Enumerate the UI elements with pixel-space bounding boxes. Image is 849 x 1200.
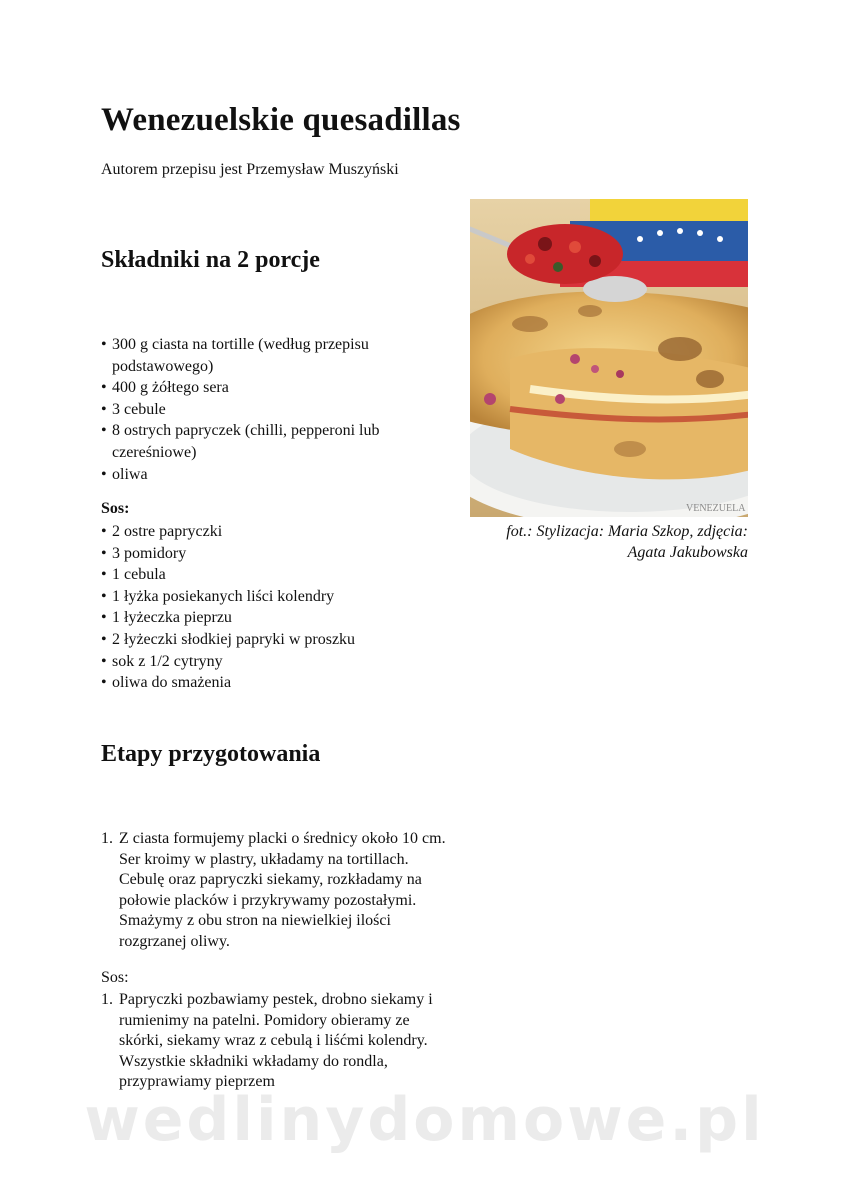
recipe-title: Wenezuelskie quesadillas [101,102,461,138]
list-item: • sok z 1/2 cytryny [101,652,223,670]
list-item: • 300 g ciasta na tortille (według przepisu podstawowego) [101,336,369,375]
ingredients-list [101,334,441,485]
list-item: • 2 ostre papryczki [101,523,223,540]
recipe-photo [470,199,748,517]
step-number: 1. [101,991,113,1008]
quesadilla-photo-illustration [470,199,748,517]
list-item: • 3 cebule [101,400,166,418]
step-text: Papryczki pozbawiamy pestek, drobno siekamy i rumienimy na patelni. Pomidory obieramy ze skórki, siekamy wraz z cebulą i liśćmi kolendry. Wszystkie składniki wkładamy do rondla, przyprawiamy pieprzem [119,991,433,1090]
sauce-steps [101,990,446,1093]
list-item: • 400 g żółtego sera [101,379,229,397]
sauce-steps-label: Sos: [101,969,129,986]
list-item: • oliwa [101,465,148,483]
step-text: Z ciasta formujemy placki o średnicy około 10 cm. Ser kroimy w plastry, układamy na tortillach. Cebulę oraz papryczki siekamy, rozkładamy na połowie placków i przykrywamy pozostałymi. Smażymy z obu stron na niewielkiej ilości rozgrzanej oliwy. [119,830,446,950]
sauce-ingredients-label: Sos: [101,500,130,517]
preparation-steps [101,829,446,952]
step-number: 1. [101,830,113,847]
plate-print-text: VENEZUELA [686,503,746,514]
step-item [101,990,446,1093]
watermark: wedlinydomowe.pl [84,1085,765,1155]
photo-caption: fot.: Stylizacja: Maria Szkop, zdjęcia: Agata Jakubowska [506,523,748,561]
recipe-author: Autorem przepisu jest Przemysław Muszyński [101,161,399,178]
ingredients-heading: Składniki na 2 porcje [101,247,320,273]
list-item: • oliwa do smażenia [101,674,232,692]
list-item: • 1 łyżeczka pieprzu [101,609,232,627]
list-item: • 3 pomidory [101,544,187,562]
step-item [101,829,446,952]
list-item: • 1 cebula [101,566,166,584]
list-item: • 8 ostrych papryczek (chilli, pepperoni lub czereśniowe) [101,422,380,461]
sauce-ingredients-list [101,521,441,694]
list-item: • 1 łyżka posiekanych liści kolendry [101,587,335,605]
list-item: • 2 łyżeczki słodkiej papryki w proszku [101,630,356,648]
preparation-heading: Etapy przygotowania [101,741,321,767]
